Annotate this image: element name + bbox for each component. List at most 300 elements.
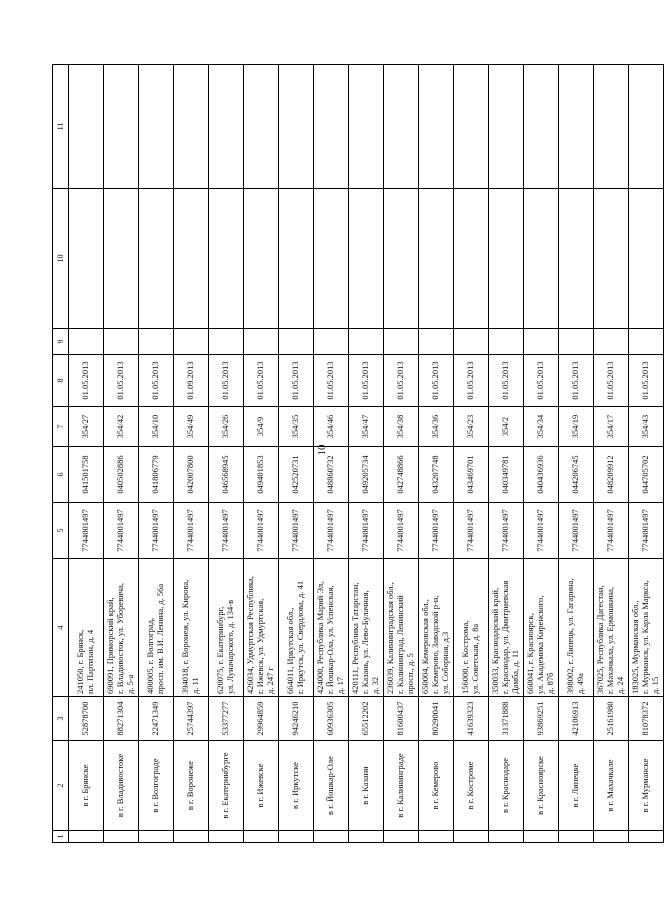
city-cell <box>559 741 594 831</box>
empty-cell-11 <box>104 65 139 189</box>
kpp-text: 041806779 <box>150 455 161 494</box>
table-row <box>279 65 314 843</box>
date-text: 01.05.2013 <box>325 361 336 400</box>
table-row <box>454 65 489 843</box>
address-text: 420111, Республика Татарстан, г. Казань, ул. Лево-Булачная, д. 32 <box>350 582 380 694</box>
address-text: 650004, Кемеровская обл., г. Кемерово, Заводской р-н, ул. Соборная, д.3 <box>420 595 450 694</box>
kpp-text: 049401853 <box>255 455 266 494</box>
kpp-cell <box>454 447 489 503</box>
empty-cell-9 <box>104 329 139 355</box>
table-row <box>244 65 279 843</box>
date-text: 01.05.2013 <box>115 361 126 400</box>
empty-cell-10 <box>174 189 209 329</box>
address-text: 394018, г. Воронеж, ул. Кирова, д. 11 <box>180 579 200 694</box>
city-text: в г. Йошкар-Оле <box>325 756 336 815</box>
address-cell <box>384 559 419 697</box>
inn-cell <box>489 503 524 559</box>
inn-cell <box>629 503 664 559</box>
empty-cell-10 <box>314 189 349 329</box>
city-text: в г. Воронеже <box>185 760 196 811</box>
empty-cell-11 <box>454 65 489 189</box>
table-row <box>139 65 174 843</box>
row-number-cell <box>209 831 244 843</box>
address-cell <box>594 559 629 697</box>
document-number-cell <box>629 407 664 447</box>
code-text: 29964859 <box>255 701 266 736</box>
row-number-cell <box>559 831 594 843</box>
kpp-cell <box>349 447 384 503</box>
city-text: в г. Казани <box>360 766 371 805</box>
row-number-cell <box>314 831 349 843</box>
address-cell <box>419 559 454 697</box>
address-text: 236039, Калининградская обл., г. Калининград, Ленинский просп., д. 5 <box>385 582 415 694</box>
table-row <box>209 65 244 843</box>
address-cell <box>174 559 209 697</box>
kpp-cell <box>524 447 559 503</box>
city-cell <box>629 741 664 831</box>
inn-text: 7744001497 <box>80 509 91 552</box>
code-cell <box>174 697 209 741</box>
code-text: 53377277 <box>220 701 231 736</box>
row-number-cell <box>629 831 664 843</box>
column-number: 4 <box>53 559 69 697</box>
date-text: 01.05.2013 <box>430 361 441 400</box>
date-text: 01.05.2013 <box>255 361 266 400</box>
empty-cell-10 <box>209 189 244 329</box>
inn-cell <box>244 503 279 559</box>
code-cell <box>139 697 174 741</box>
empty-cell-10 <box>139 189 174 329</box>
document-number-cell <box>209 407 244 447</box>
city-cell <box>419 741 454 831</box>
inn-text: 7744001497 <box>535 509 546 552</box>
document-number-text: 354/23 <box>465 414 476 439</box>
document-number-text: 354/26 <box>220 414 231 439</box>
inn-cell <box>209 503 244 559</box>
address-cell <box>524 559 559 697</box>
inn-cell <box>419 503 454 559</box>
code-text: 41639323 <box>465 701 476 736</box>
row-number-cell <box>174 831 209 843</box>
document-number-text: 354/47 <box>360 414 371 439</box>
date-text: 01.05.2013 <box>80 361 91 400</box>
city-cell <box>384 741 419 831</box>
code-text: 81600437 <box>395 701 406 736</box>
address-cell <box>489 559 524 697</box>
code-cell <box>279 697 314 741</box>
empty-cell-9 <box>244 329 279 355</box>
kpp-text: 048860732 <box>325 455 336 494</box>
city-text: в г. Ижевске <box>255 763 266 808</box>
address-text: 367025, Республика Дагестан, г. Махачкала, ул. Ермошкина, д. 24 <box>595 585 625 694</box>
empty-cell-9 <box>524 329 559 355</box>
address-cell <box>314 559 349 697</box>
code-cell <box>314 697 349 741</box>
empty-cell-11 <box>209 65 244 189</box>
city-text: в г. Махачкале <box>605 759 616 812</box>
row-number-cell <box>244 831 279 843</box>
kpp-cell <box>174 447 209 503</box>
empty-cell-11 <box>419 65 454 189</box>
code-cell <box>349 697 384 741</box>
code-text: 25161980 <box>605 701 616 736</box>
kpp-cell <box>559 447 594 503</box>
inn-text: 7744001497 <box>255 509 266 552</box>
code-text: 94246210 <box>290 701 301 736</box>
date-cell <box>559 355 594 407</box>
city-text: в г. Краснодаре <box>500 757 511 814</box>
empty-cell-10 <box>349 189 384 329</box>
inn-text: 7744001497 <box>185 509 196 552</box>
empty-cell-10 <box>279 189 314 329</box>
code-cell <box>524 697 559 741</box>
empty-cell-9 <box>139 329 174 355</box>
code-text: 25744397 <box>185 701 196 736</box>
document-number-text: 354/42 <box>115 414 126 439</box>
column-number: 1 <box>53 831 69 843</box>
document-number-cell <box>419 407 454 447</box>
empty-cell-9 <box>419 329 454 355</box>
inn-text: 7744001497 <box>640 509 651 552</box>
date-text: 01.05.2013 <box>150 361 161 400</box>
address-text: 398002, г. Липецк, ул. Гагарина, д. 49а <box>565 578 585 694</box>
document-number-cell <box>454 407 489 447</box>
document-number-cell <box>594 407 629 447</box>
kpp-text: 049205734 <box>360 455 371 494</box>
address-text: 426034, Удмуртская Республика, г. Ижевск, ул. Удмуртская, д. 247 г <box>245 576 275 694</box>
inn-text: 7744001497 <box>465 509 476 552</box>
date-text: 01.05.2013 <box>535 361 546 400</box>
city-cell <box>349 741 384 831</box>
column-number: 2 <box>53 741 69 831</box>
date-cell <box>69 355 104 407</box>
table-row <box>174 65 209 843</box>
code-cell <box>104 697 139 741</box>
code-text: 60936305 <box>325 701 336 736</box>
inn-cell <box>69 503 104 559</box>
column-number: 9 <box>53 329 69 355</box>
document-number-text: 354/46 <box>325 414 336 439</box>
empty-cell-11 <box>384 65 419 189</box>
row-number-cell <box>69 831 104 843</box>
empty-cell-11 <box>559 65 594 189</box>
table-row <box>104 65 139 843</box>
document-number-cell <box>139 407 174 447</box>
empty-cell-11 <box>594 65 629 189</box>
empty-cell-9 <box>559 329 594 355</box>
row-number-cell <box>279 831 314 843</box>
kpp-text: 042007800 <box>185 455 196 494</box>
kpp-cell <box>279 447 314 503</box>
inn-cell <box>559 503 594 559</box>
row-number-cell <box>524 831 559 843</box>
inn-text: 7744001497 <box>605 509 616 552</box>
address-cell <box>349 559 384 697</box>
table-row <box>349 65 384 843</box>
empty-cell-11 <box>489 65 524 189</box>
inn-text: 7744001497 <box>395 509 406 552</box>
inn-cell <box>349 503 384 559</box>
date-text: 01.05.2013 <box>500 361 511 400</box>
city-cell <box>69 741 104 831</box>
empty-cell-9 <box>489 329 524 355</box>
address-cell <box>559 559 594 697</box>
document-number-text: 354/49 <box>185 414 196 439</box>
empty-cell-10 <box>629 189 664 329</box>
empty-cell-11 <box>69 65 104 189</box>
city-text: в г. Костроме <box>465 761 476 810</box>
inn-text: 7744001497 <box>360 509 371 552</box>
date-cell <box>419 355 454 407</box>
table-row <box>419 65 454 843</box>
inn-cell <box>139 503 174 559</box>
document-number-cell <box>489 407 524 447</box>
date-cell <box>594 355 629 407</box>
column-number: 6 <box>53 447 69 503</box>
code-cell <box>69 697 104 741</box>
table-row <box>559 65 594 843</box>
document-number-cell <box>69 407 104 447</box>
code-text: 65512202 <box>360 701 371 736</box>
address-cell <box>454 559 489 697</box>
empty-cell-9 <box>349 329 384 355</box>
row-number-cell <box>594 831 629 843</box>
code-cell <box>594 697 629 741</box>
empty-cell-11 <box>279 65 314 189</box>
inn-cell <box>384 503 419 559</box>
city-text: в г. Екатеринбурге <box>220 752 231 819</box>
code-text: 80290041 <box>430 701 441 736</box>
city-text: в г. Иркутске <box>290 762 301 809</box>
document-number-cell <box>349 407 384 447</box>
kpp-cell <box>104 447 139 503</box>
kpp-text: 042520731 <box>290 455 301 494</box>
row-number-cell <box>139 831 174 843</box>
empty-cell-11 <box>349 65 384 189</box>
code-cell <box>454 697 489 741</box>
kpp-text: 040502886 <box>115 455 126 494</box>
code-text: 42106913 <box>570 701 581 736</box>
inn-text: 7744001497 <box>430 509 441 552</box>
city-cell <box>209 741 244 831</box>
address-cell <box>279 559 314 697</box>
empty-cell-11 <box>139 65 174 189</box>
kpp-text: 043207748 <box>430 455 441 494</box>
empty-cell-10 <box>454 189 489 329</box>
code-cell <box>384 697 419 741</box>
document-number-cell <box>524 407 559 447</box>
city-cell <box>489 741 524 831</box>
code-cell <box>489 697 524 741</box>
empty-cell-10 <box>524 189 559 329</box>
city-text: в г. Калининграде <box>395 753 406 818</box>
address-cell <box>244 559 279 697</box>
table-row <box>384 65 419 843</box>
city-cell <box>104 741 139 831</box>
document-number-cell <box>559 407 594 447</box>
table-row <box>594 65 629 843</box>
rotated-table-sheet <box>52 65 660 843</box>
code-text: 52878700 <box>80 701 91 736</box>
empty-cell-10 <box>384 189 419 329</box>
address-text: 660041, г. Красноярск, ул. Академика Киренского, д. 87б <box>525 595 555 694</box>
inn-cell <box>104 503 139 559</box>
inn-text: 7744001497 <box>500 509 511 552</box>
address-text: 690091, Приморский край, г. Владивосток, ул. Уборевича, д. 5-а <box>105 583 135 694</box>
kpp-text: 048209912 <box>605 455 616 494</box>
city-cell <box>244 741 279 831</box>
document-number-cell <box>104 407 139 447</box>
kpp-text: 041501758 <box>80 455 91 494</box>
date-cell <box>104 355 139 407</box>
empty-cell-9 <box>174 329 209 355</box>
city-text: в г. Кемерово <box>430 761 441 810</box>
document-number-text: 354/36 <box>430 414 441 439</box>
column-number: 5 <box>53 503 69 559</box>
address-text: 350033, Краснодарский край, г. Краснодар, ул. Дмитриевская Дамба, д. 11 <box>490 580 520 694</box>
empty-cell-10 <box>69 189 104 329</box>
code-text: 81078372 <box>640 701 651 736</box>
row-number-cell <box>384 831 419 843</box>
address-cell <box>104 559 139 697</box>
column-number: 3 <box>53 697 69 741</box>
branches-table <box>52 64 664 843</box>
kpp-text: 044705702 <box>640 455 651 494</box>
document-number-cell <box>384 407 419 447</box>
code-text: 22471349 <box>150 701 161 736</box>
code-cell <box>629 697 664 741</box>
inn-text: 7744001497 <box>220 509 231 552</box>
date-cell <box>454 355 489 407</box>
empty-cell-9 <box>69 329 104 355</box>
document-number-cell <box>314 407 349 447</box>
table-row <box>629 65 664 843</box>
document-number-cell <box>174 407 209 447</box>
date-cell <box>244 355 279 407</box>
inn-cell <box>454 503 489 559</box>
empty-cell-9 <box>279 329 314 355</box>
table-row <box>314 65 349 843</box>
empty-cell-11 <box>314 65 349 189</box>
inn-cell <box>594 503 629 559</box>
document-number-text: 354/38 <box>395 414 406 439</box>
inn-text: 7744001497 <box>290 509 301 552</box>
column-number: 11 <box>53 65 69 189</box>
empty-cell-9 <box>594 329 629 355</box>
code-text: 93869251 <box>535 701 546 736</box>
code-cell <box>244 697 279 741</box>
address-text: 183025, Мурманская обл., г. Мурманск, ул. Карла Маркса, д. 15 <box>630 580 660 694</box>
inn-text: 7744001497 <box>570 509 581 552</box>
kpp-cell <box>69 447 104 503</box>
kpp-cell <box>384 447 419 503</box>
address-cell <box>629 559 664 697</box>
row-number-cell <box>454 831 489 843</box>
document-number-cell <box>279 407 314 447</box>
city-text: в г. Брянске <box>80 764 91 807</box>
table-container <box>52 65 660 843</box>
code-text: 31371888 <box>500 701 511 736</box>
kpp-cell <box>244 447 279 503</box>
empty-cell-10 <box>559 189 594 329</box>
row-number-cell <box>349 831 384 843</box>
city-cell <box>279 741 314 831</box>
kpp-text: 043469701 <box>465 455 476 494</box>
document-number-text: 354/43 <box>640 414 651 439</box>
code-cell <box>419 697 454 741</box>
code-cell <box>209 697 244 741</box>
city-cell <box>594 741 629 831</box>
date-cell <box>174 355 209 407</box>
city-text: в г. Красноярске <box>535 756 546 815</box>
document-number-text: 354/17 <box>605 414 616 439</box>
empty-cell-11 <box>174 65 209 189</box>
address-cell <box>139 559 174 697</box>
empty-cell-11 <box>244 65 279 189</box>
date-text: 01.05.2013 <box>605 361 616 400</box>
document-number-text: 354/2 <box>500 416 511 437</box>
table-row <box>489 65 524 843</box>
kpp-cell <box>629 447 664 503</box>
kpp-cell <box>489 447 524 503</box>
address-text: 241050, г. Брянск, пл. Партизан, д. 4 <box>75 629 95 694</box>
code-text: 88271304 <box>115 701 126 736</box>
city-text: в г. Владивостоке <box>115 753 126 818</box>
column-number: 8 <box>53 355 69 407</box>
date-cell <box>139 355 174 407</box>
empty-cell-11 <box>629 65 664 189</box>
row-number-cell <box>489 831 524 843</box>
empty-cell-9 <box>384 329 419 355</box>
empty-cell-9 <box>629 329 664 355</box>
city-cell <box>454 741 489 831</box>
kpp-cell <box>139 447 174 503</box>
address-text: 400005, г. Волгоград, просп. им. В.И. Ленина, д. 56а <box>145 583 165 694</box>
address-text: 620075, г. Екатеринбург, ул. Луначарского, д. 134-в <box>215 599 235 694</box>
date-cell <box>314 355 349 407</box>
address-text: 664011, Иркутская обл., г. Иркутск, ул. Свердлова, д. 41 <box>285 580 305 694</box>
kpp-cell <box>209 447 244 503</box>
city-cell <box>524 741 559 831</box>
empty-cell-11 <box>524 65 559 189</box>
kpp-cell <box>314 444 349 503</box>
kpp-cell <box>419 447 454 503</box>
document-number-text: 354/27 <box>80 414 91 439</box>
document-number-text: 354/34 <box>535 414 546 439</box>
column-number: 10 <box>53 189 69 329</box>
inn-cell <box>314 503 349 559</box>
empty-cell-9 <box>454 329 489 355</box>
empty-cell-10 <box>419 189 454 329</box>
empty-cell-9 <box>209 329 244 355</box>
empty-cell-10 <box>104 189 139 329</box>
empty-cell-10 <box>594 189 629 329</box>
city-cell <box>139 741 174 831</box>
kpp-text: 044206745 <box>570 455 581 494</box>
document-number-cell <box>244 407 279 447</box>
date-cell <box>489 355 524 407</box>
date-text: 01.05.2013 <box>570 361 581 400</box>
date-cell <box>279 355 314 407</box>
inn-text: 7744001497 <box>325 509 336 552</box>
date-cell <box>209 355 244 407</box>
date-text: 01.05.2013 <box>465 361 476 400</box>
date-text: 01.05.2013 <box>220 361 231 400</box>
date-text: 01.09.2013 <box>185 361 196 400</box>
address-cell <box>209 559 244 697</box>
column-number-row <box>53 65 69 843</box>
row-number-cell <box>419 831 454 843</box>
